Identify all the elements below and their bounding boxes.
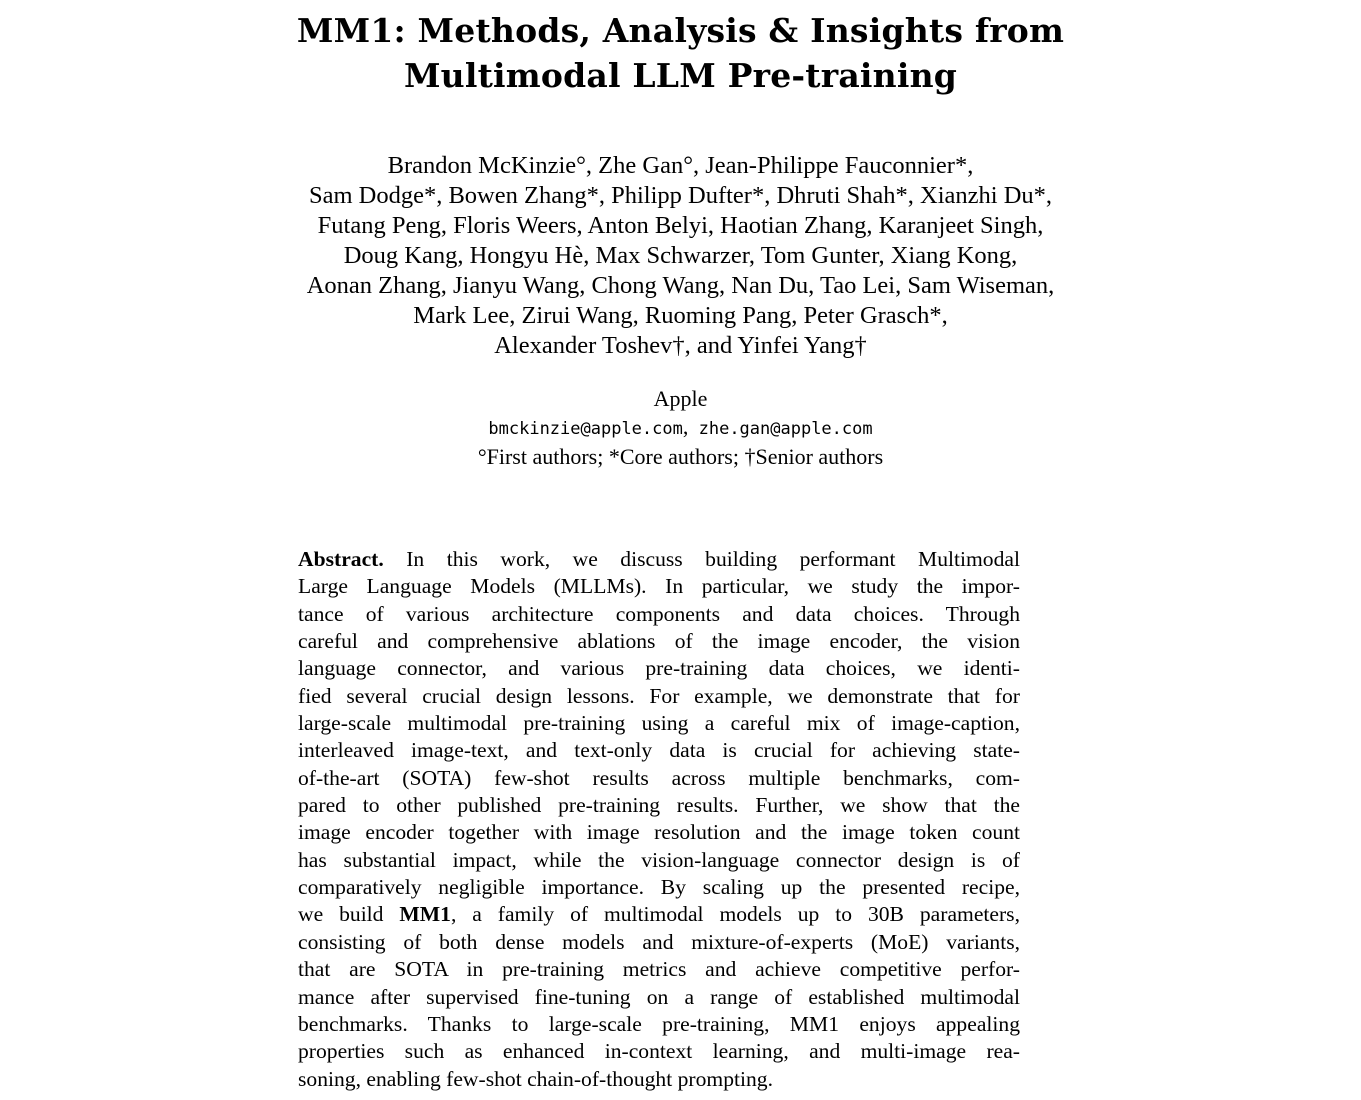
abstract-line: benchmarks. Thanks to large-scale pre-training, MM1 enjoys appealing bbox=[298, 1011, 1020, 1036]
author-line: Futang Peng, Floris Weers, Anton Belyi, Haotian Zhang, Karanjeet Singh, bbox=[317, 212, 1044, 239]
paper-title bbox=[0, 8, 1361, 98]
organization: Apple bbox=[653, 386, 708, 411]
author-line: Brandon McKinzie°, Zhe Gan°, Jean-Philippe Fauconnier*, bbox=[387, 152, 974, 179]
abstract-line: properties such as enhanced in-context learning, and multi-image rea- bbox=[298, 1039, 1020, 1064]
title-line-1: MM1: Methods, Analysis & Insights from bbox=[296, 11, 1065, 50]
abstract-line: image encoder together with image resolution and the image token count bbox=[298, 820, 1020, 845]
abstract-line: careful and comprehensive ablations of the image encoder, the vision bbox=[298, 629, 1020, 654]
title-line-2: Multimodal LLM Pre-training bbox=[403, 56, 958, 95]
author-list bbox=[0, 151, 1361, 361]
author-line: Doug Kang, Hongyu Hè, Max Schwarzer, Tom Gunter, Xiang Kong, bbox=[343, 242, 1018, 269]
abstract-line: fied several crucial design lessons. For example, we demonstrate that for bbox=[298, 683, 1020, 708]
author-line: Sam Dodge*, Bowen Zhang*, Philipp Dufter*, Dhruti Shah*, Xianzhi Du*, bbox=[308, 182, 1053, 209]
author-line: Mark Lee, Zirui Wang, Ruoming Pang, Peter Grasch*, bbox=[413, 302, 948, 329]
abstract-line: soning, enabling few-shot chain-of-thought prompting. bbox=[298, 1066, 773, 1091]
author-line: Aonan Zhang, Jianyu Wang, Chong Wang, Nan Du, Tao Lei, Sam Wiseman, bbox=[306, 272, 1055, 299]
author-line: Alexander Toshev†, and Yinfei Yang† bbox=[494, 332, 867, 359]
model-name: MM1 bbox=[399, 902, 451, 927]
abstract-line: consisting of both dense models and mixture-of-experts (MoE) variants, bbox=[298, 929, 1020, 954]
abstract-line: of-the-art (SOTA) few-shot results across multiple benchmarks, com- bbox=[298, 765, 1020, 790]
abstract-heading: Abstract. bbox=[298, 547, 384, 571]
email-link-1[interactable]: bmckinzie@apple.com bbox=[488, 419, 683, 439]
author-roles-legend: °First authors; *Core authors; †Senior authors bbox=[477, 444, 884, 469]
abstract-line: we build MM1, a family of multimodal models up to 30B parameters, bbox=[298, 902, 1020, 927]
abstract-line: pared to other published pre-training results. Further, we show that the bbox=[298, 793, 1020, 818]
abstract-line: tance of various architecture components and data choices. Through bbox=[298, 601, 1020, 626]
affiliation-block bbox=[0, 385, 1361, 471]
abstract-line: has substantial impact, while the vision-language connector design is of bbox=[298, 847, 1020, 872]
email-link-2[interactable]: zhe.gan@apple.com bbox=[698, 419, 873, 439]
abstract-line: that are SOTA in pre-training metrics and achieve competitive perfor- bbox=[298, 957, 1020, 982]
abstract-line: mance after supervised fine-tuning on a range of established multimodal bbox=[298, 984, 1020, 1009]
email-separator: , bbox=[682, 414, 689, 439]
abstract-line: Large Language Models (MLLMs). In particular, we study the impor- bbox=[298, 574, 1020, 599]
abstract-line: Abstract. In this work, we discuss building performant Multimodal bbox=[298, 547, 1020, 571]
abstract-line: language connector, and various pre-training data choices, we identi- bbox=[298, 656, 1020, 681]
contact-emails bbox=[0, 413, 1361, 443]
abstract-line: large-scale multimodal pre-training using a careful mix of image-caption, bbox=[298, 711, 1020, 736]
abstract-line: interleaved image-text, and text-only data is crucial for achieving state- bbox=[298, 738, 1020, 763]
abstract bbox=[298, 546, 1020, 1093]
abstract-line: comparatively negligible importance. By scaling up the presented recipe, bbox=[298, 875, 1020, 900]
